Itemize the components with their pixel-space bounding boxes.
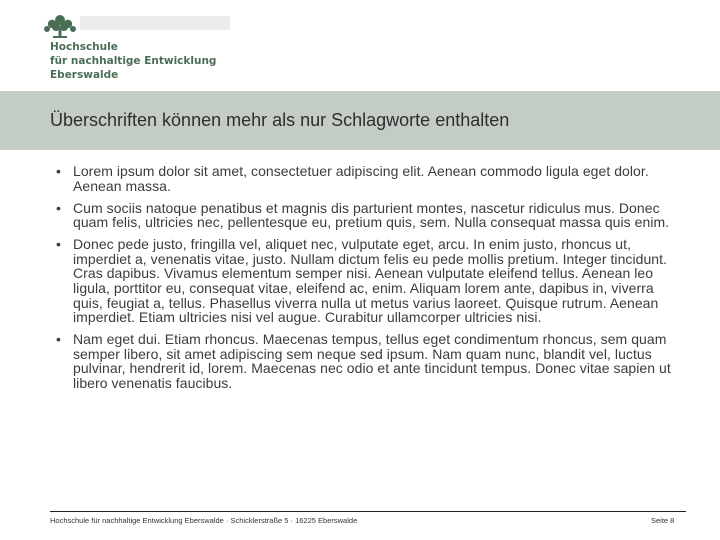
logo-wordmark bbox=[80, 16, 230, 30]
bullet-item bbox=[56, 237, 676, 325]
bullet-item bbox=[56, 201, 676, 230]
tree-logo-icon bbox=[42, 14, 78, 40]
bullet-text: Cum sociis natoque penatibus et magnis dis parturient montes, nascetur ridiculus mus. Donec quam felis, ultricies nec, pellentesque eu, pretium quis, sem. Nulla consequat massa quis enim. bbox=[73, 199, 670, 231]
bullet-marker: • bbox=[56, 199, 61, 216]
slide-title: Überschriften können mehr als nur Schlagworte enthalten bbox=[50, 110, 510, 130]
bullet-text: Lorem ipsum dolor sit amet, consectetuer adipiscing elit. Aenean commodo ligula eget dolor. Aenean massa. bbox=[73, 163, 649, 194]
bullet-marker: • bbox=[56, 163, 61, 179]
logo-line-2: für nachhaltige Entwicklung bbox=[50, 55, 217, 67]
bullet-marker: • bbox=[56, 236, 61, 253]
logo-line-1: Hochschule bbox=[50, 41, 118, 53]
bullet-list bbox=[56, 164, 676, 398]
bullet-text: Nam eget dui. Etiam rhoncus. Maecenas tempus, tellus eget condimentum rhoncus, sem quam semper libero, sit amet adipiscing sem neque sed ipsum. Nam quam nunc, blandit vel, luctus pulvinar, hendrerit id, lorem. Maecenas nec odio et ante tincidunt tempus. Donec vitae sapien ut libero venenatis faucibus. bbox=[73, 331, 671, 391]
logo-text bbox=[50, 40, 216, 82]
bullet-item bbox=[56, 164, 676, 193]
bullet-marker: • bbox=[56, 331, 61, 348]
footer-address: Hochschule für nachhaltige Entwicklung Eberswalde · Schicklerstraße 5 · 16225 Eberswalde bbox=[50, 516, 358, 525]
university-logo bbox=[42, 14, 242, 84]
title-band bbox=[0, 91, 720, 150]
bullet-text: Donec pede justo, fringilla vel, aliquet nec, vulputate eget, arcu. In enim justo, rhoncus ut, imperdiet a, venenatis vitae, justo. Nullam dictum felis eu pede mollis pretium. Integer tincidunt. Cras dapibus. Vivamus elementum semper nisi. Aenean vulputate eleifend tellus. Aenean leo ligula, porttitor eu, consequat vitae, eleifend ac, enim. Aliquam lorem ante, dapibus in, viverra quis, feugiat a, tellus. Phasellus viverra nulla ut metus varius laoreet. Quisque rutrum. Aenean imperdiet. Etiam ultricies nisi vel augue. Curabitur ullamcorper ultricies nisi. bbox=[73, 236, 668, 326]
page-number: Seite 8 bbox=[651, 516, 675, 525]
bullet-item bbox=[56, 332, 676, 390]
logo-line-3: Eberswalde bbox=[50, 69, 119, 81]
footer-divider bbox=[50, 511, 686, 512]
